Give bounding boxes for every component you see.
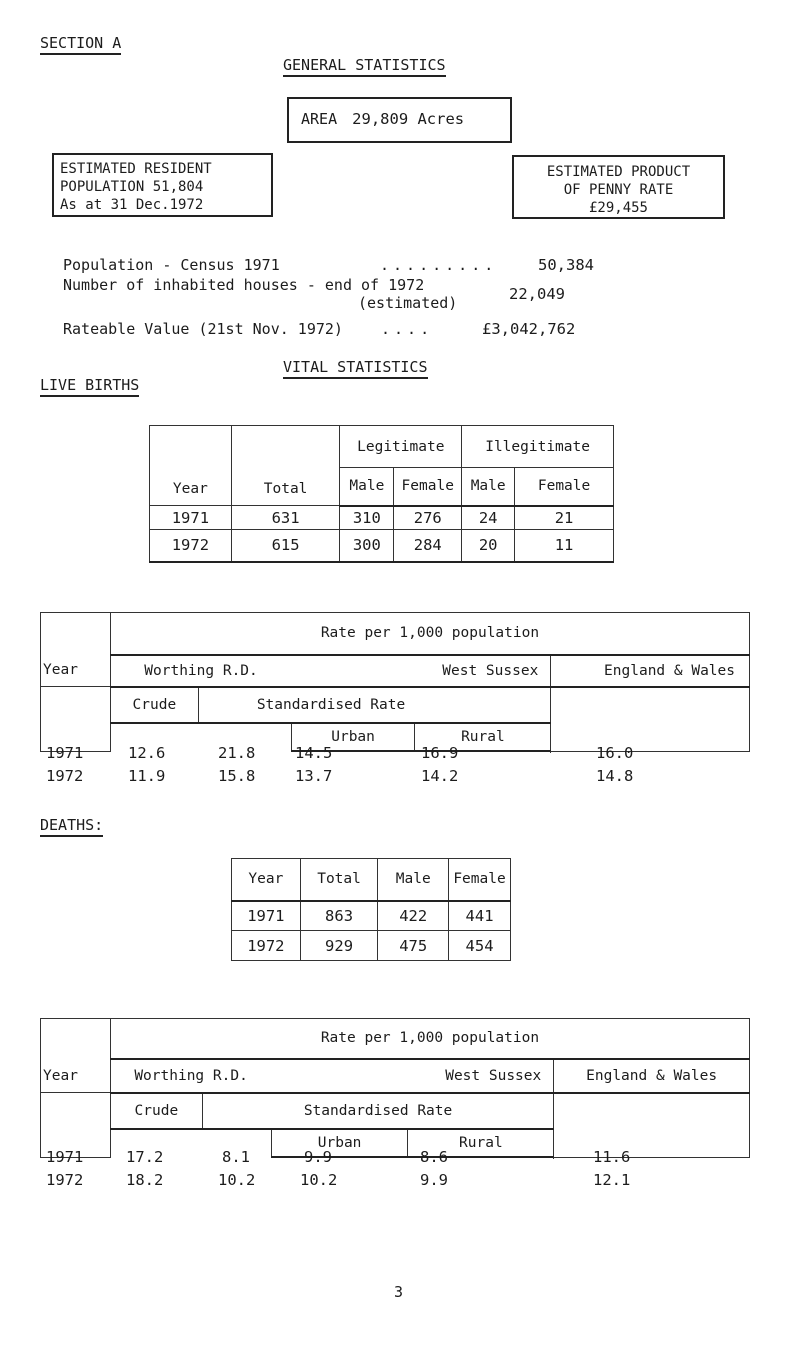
d-female: 454	[449, 931, 511, 961]
death-rates-table	[40, 1018, 750, 1158]
dr-rural-1972: 9.9	[420, 1171, 448, 1189]
d-male-header: Male	[378, 859, 449, 901]
d-male: 422	[378, 901, 449, 931]
table-row	[150, 506, 614, 530]
vital-statistics-title: VITAL STATISTICS	[283, 358, 428, 379]
lb-leg-female: 276	[394, 506, 462, 530]
d-male: 475	[378, 931, 449, 961]
deaths-heading: DEATHS:	[40, 816, 103, 837]
br-rural-1972: 14.2	[421, 767, 459, 785]
dr-standardised-1972: 10.2	[218, 1171, 256, 1189]
br-standardised-header: Standardised Rate	[198, 687, 550, 723]
product-box	[512, 155, 725, 219]
d-year-header: Year	[232, 859, 301, 901]
deaths-table	[231, 858, 511, 961]
br-worthing-header: Worthing R.D.	[110, 655, 291, 687]
rateable-dots: ....	[381, 320, 434, 338]
d-year: 1971	[232, 901, 301, 931]
lb-leg-female-header: Female	[394, 468, 462, 506]
dr-rural-1971: 8.6	[420, 1148, 448, 1166]
br-standardised-1972: 15.8	[218, 767, 256, 785]
lb-total: 615	[231, 530, 340, 562]
table-row	[150, 530, 614, 562]
dr-crude-header: Crude	[110, 1093, 202, 1129]
dr-worthing-header: Worthing R.D.	[110, 1059, 271, 1093]
lb-total: 631	[231, 506, 340, 530]
lb-year: 1971	[150, 506, 232, 530]
lb-illegitimate-header: Illegitimate	[462, 426, 614, 468]
lb-ill-male: 24	[462, 506, 515, 530]
d-year: 1972	[232, 931, 301, 961]
dr-urban-header: Urban	[271, 1129, 408, 1157]
br-west-sussex-header: West Sussex	[291, 655, 551, 687]
section-heading: SECTION A	[40, 34, 121, 55]
population-box	[52, 153, 273, 217]
br-rural-header: Rural	[415, 723, 551, 751]
br-crude-1972: 11.9	[128, 767, 166, 785]
br-year-1972: 1972	[46, 767, 84, 785]
area-label: AREA	[301, 110, 338, 128]
lb-ill-female: 11	[515, 530, 614, 562]
br-england-1972: 14.8	[596, 767, 634, 785]
br-rate-header: Rate per 1,000 population	[110, 613, 749, 655]
br-england-1971: 16.0	[596, 744, 634, 762]
lb-total-header: Total	[231, 426, 340, 506]
dr-england-header: England & Wales	[554, 1059, 750, 1093]
lb-ill-male: 20	[462, 530, 515, 562]
dr-urban-1972: 10.2	[300, 1171, 338, 1189]
br-year-1971: 1971	[46, 744, 84, 762]
lb-year: 1972	[150, 530, 232, 562]
d-total: 863	[300, 901, 378, 931]
lb-ill-female: 21	[515, 506, 614, 530]
lb-ill-female-header: Female	[515, 468, 614, 506]
birth-rates-table	[40, 612, 750, 752]
br-rural-1971: 16.9	[421, 744, 459, 762]
br-crude-header: Crude	[110, 687, 198, 723]
lb-leg-female: 284	[394, 530, 462, 562]
dr-standardised-header: Standardised Rate	[202, 1093, 553, 1129]
page-number: 3	[394, 1283, 404, 1301]
dr-standardised-1971: 8.1	[222, 1148, 250, 1166]
rateable-label: Rateable Value (21st Nov. 1972)	[63, 320, 343, 338]
page-title: GENERAL STATISTICS	[283, 56, 446, 77]
lb-leg-male: 310	[340, 506, 394, 530]
dr-west-sussex-header: West Sussex	[271, 1059, 554, 1093]
houses-value: 22,049	[509, 285, 565, 303]
d-total: 929	[300, 931, 378, 961]
lb-ill-male-header: Male	[462, 468, 515, 506]
product-box-line3: £29,455	[588, 200, 648, 216]
d-female: 441	[449, 901, 511, 931]
dr-year-1972: 1972	[46, 1171, 84, 1189]
dr-rural-header: Rural	[408, 1129, 554, 1157]
br-urban-1972: 13.7	[295, 767, 333, 785]
dr-england-1971: 11.6	[593, 1148, 631, 1166]
lb-leg-male: 300	[340, 530, 394, 562]
br-crude-1971: 12.6	[128, 744, 166, 762]
lb-year-header: Year	[150, 426, 232, 506]
houses-label: Number of inhabited houses - end of 1972	[63, 276, 425, 294]
dr-england-1972: 12.1	[593, 1171, 631, 1189]
dr-crude-1971: 17.2	[126, 1148, 164, 1166]
d-total-header: Total	[300, 859, 378, 901]
br-urban-1971: 14.5	[295, 744, 333, 762]
dr-year-header: Year	[41, 1019, 111, 1093]
census-dots: .........	[380, 256, 498, 274]
br-standardised-1971: 21.8	[218, 744, 256, 762]
lb-leg-male-header: Male	[340, 468, 394, 506]
live-births-table	[149, 425, 614, 563]
br-urban-header: Urban	[291, 723, 415, 751]
population-box-line1: ESTIMATED RESIDENT	[60, 161, 212, 177]
rateable-value: £3,042,762	[482, 320, 576, 338]
br-year-header: Year	[41, 613, 111, 687]
area-value: 29,809 Acres	[352, 110, 465, 128]
d-female-header: Female	[449, 859, 511, 901]
population-box-line2: POPULATION 51,804	[60, 179, 204, 195]
product-box-line2: OF PENNY RATE	[563, 182, 674, 198]
lb-legitimate-header: Legitimate	[340, 426, 462, 468]
br-england-header: England & Wales	[551, 655, 750, 687]
dr-year-1971: 1971	[46, 1148, 84, 1166]
dr-crude-1972: 18.2	[126, 1171, 164, 1189]
census-label: Population - Census 1971	[63, 256, 280, 274]
houses-sub: (estimated)	[358, 294, 458, 312]
live-births-heading: LIVE BIRTHS	[40, 376, 139, 397]
table-row	[232, 931, 511, 961]
product-box-line1: ESTIMATED PRODUCT	[546, 164, 691, 180]
area-box	[287, 97, 512, 143]
table-row	[232, 901, 511, 931]
population-box-line3: As at 31 Dec.1972	[60, 197, 204, 213]
dr-urban-1971: 9.9	[304, 1148, 332, 1166]
census-value: 50,384	[538, 256, 594, 274]
dr-rate-header: Rate per 1,000 population	[110, 1019, 749, 1059]
